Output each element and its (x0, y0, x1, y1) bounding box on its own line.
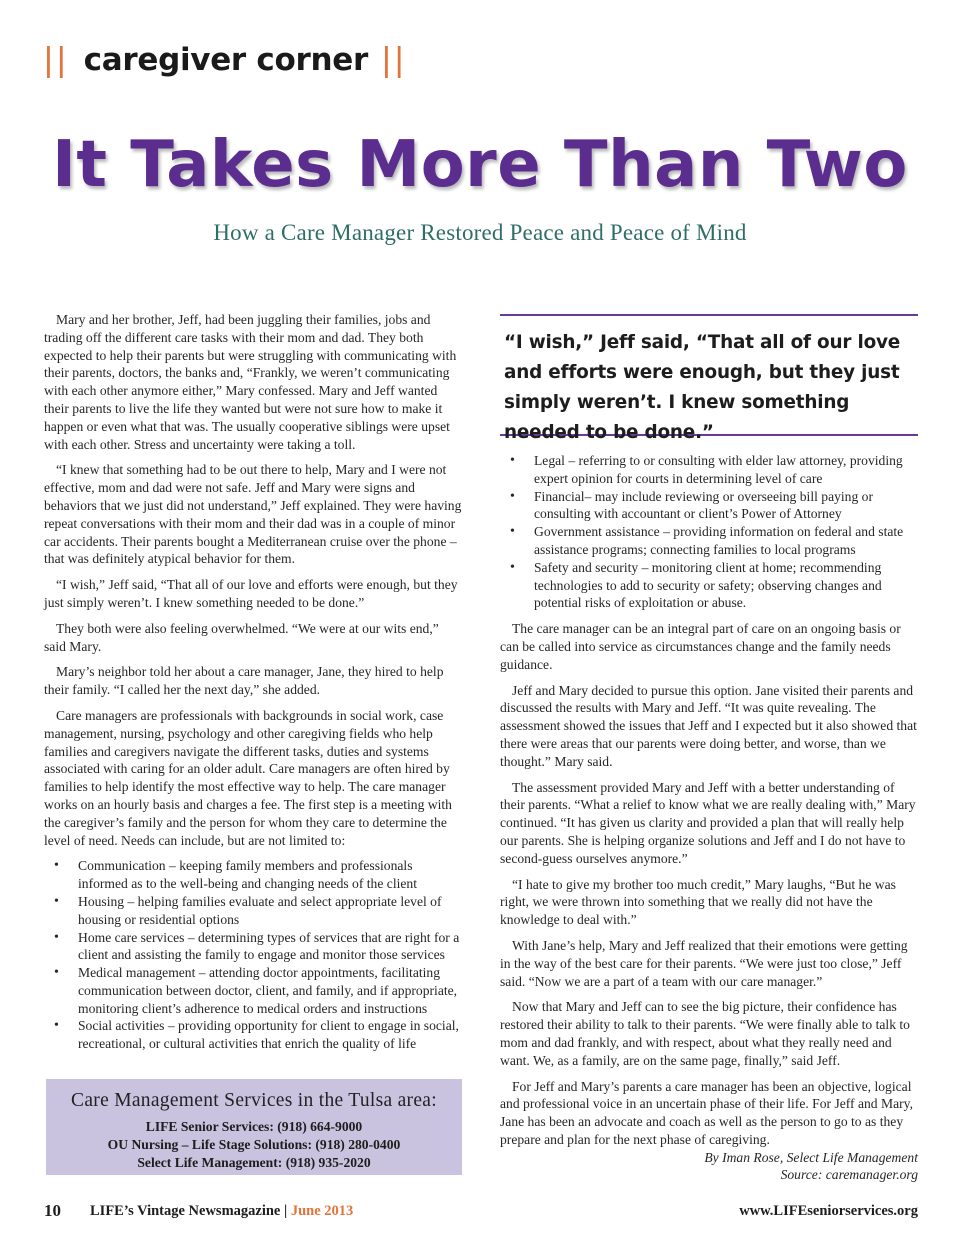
pull-quote-text: “I wish,” Jeff said, “That all of our love and efforts were enough, but they just simply weren’t. I knew something needed to be done.” (504, 332, 901, 443)
paragraph: “I knew that something had to be out there to help, Mary and I were not effective, mom and dad were not safe. Jeff and Mary were signs and behaviors that we just did not understand,” Jeff explained. They were having repeat conversations with their mom and their dad was in a couple of minor car accidents. Their parents bought a Mediterranean cruise over the phone – that was definitely atypical behavior for them. (44, 462, 462, 567)
list-item: • Housing – helping families evaluate and select appropriate level of housing or residential options (78, 893, 462, 929)
services-list (46, 1118, 462, 1172)
paragraph: Care managers are professionals with backgrounds in social work, case management, nursing, psychology and other caregiving fields who help families and caregivers navigate the different tasks, duties and systems associated with caring for an older adult. Care managers are often hired by families to help identify the most effective way to help. The care manager works on an hourly basis and charges a fee. The first step is a meeting with the caregiver’s family and the person for whom they care to determine the level of need. Needs can include, but are not limited to: (44, 707, 452, 848)
right-column (500, 452, 918, 1184)
service-line: Select Life Management: (918) 935-2020 (137, 1155, 371, 1170)
page-number: 10 (44, 1201, 61, 1220)
footer-separator: | (284, 1203, 288, 1219)
magazine-title: LIFE’s Vintage Newsmagazine (90, 1203, 281, 1219)
paragraph: Mary’s neighbor told her about a care manager, Jane, they hired to help their family. “I called her the next day,” she added. (44, 664, 444, 698)
list-item: • Government assistance – providing information on federal and state assistance programs; connecting families to local programs (534, 523, 918, 559)
list-item: • Safety and security – monitoring client at home; recommending technologies to add to security or safety; observing changes and potential risks of exploitation or abuse. (534, 559, 918, 612)
issue-date: June 2013 (290, 1203, 354, 1219)
list-item: • Medical management – attending doctor appointments, facilitating communication between doctor, client, and family, and if appropriate, monitoring client’s adherence to medical orders and instructions (78, 964, 462, 1017)
header-bar-right: || (381, 40, 408, 79)
paragraph: “I hate to give my brother too much credit,” Mary laughs, “But he was right, we were thrown into something that we really did not have the knowledge to deal with.” (500, 876, 896, 928)
services-box (46, 1079, 462, 1175)
header-bar-left: || (44, 40, 70, 79)
list-item: • Financial– may include reviewing or overseeing bill paying or consulting with accountant or client’s Power of Attorney (534, 488, 918, 524)
paragraph: Mary and her brother, Jeff, had been juggling their families, jobs and trading off the different care tasks with their mom and dad. They both expected to help their parents but were struggling with communicating with their parents, doctors, the banks and, “Frankly, we weren’t communicating with each other anymore either,” Mary confessed. Mary and Jeff wanted their parents to live the life they wanted but were not sure how to make it happen or even what that was. The usually cooperative siblings were upset with each other. Stress and uncertainty were taking a toll. (44, 312, 457, 452)
paragraph: The assessment provided Mary and Jeff with a better understanding of their parents. “What a relief to know what we are really dealing with,” Mary continued. “It has given us clarity and provided a plan that will really help our parents. She is helping organize solutions and Jeff and I do not have to second-guess ourselves anymore.” (500, 779, 916, 866)
list-item: • Legal – referring to or consulting with elder law attorney, providing expert opinion for courts in determining level of care (534, 452, 918, 488)
paragraph: “I wish,” Jeff said, “That all of our love and efforts were enough, but they just simply weren’t. I knew something needed to be done.” (44, 577, 458, 610)
article-title: It Takes More Than Two (52, 128, 908, 202)
website-url: www.LIFEseniorservices.org (739, 1203, 918, 1219)
section-title: caregiver corner (83, 42, 368, 78)
left-column (44, 311, 462, 1061)
article-subtitle: How a Care Manager Restored Peace and Peace of Mind (213, 220, 747, 245)
section-header (44, 38, 408, 82)
pull-quote (500, 314, 918, 443)
source-credit: Source: caremanager.org (780, 1167, 918, 1183)
byline: By Iman Rose, Select Life Management (704, 1149, 918, 1165)
list-item: • Communication – keeping family members and professionals informed as to the well-being and changing needs of the client (78, 857, 462, 893)
service-line: LIFE Senior Services: (918) 664-9000 (145, 1119, 363, 1134)
paragraph: Jeff and Mary decided to pursue this option. Jane visited their parents and discussed the results with Mary and Jeff. “It was quite revealing. The assessment showed the issues that Jeff and I expected but it also showed that there were areas that our parents were doing better, and worse, than we thought.” Mary said. (500, 682, 917, 769)
list-item: • Social activities – providing opportunity for client to engage in social, recreational, or cultural activities that enrich the quality of life (78, 1017, 462, 1053)
services-heading: Care Management Services in the Tulsa area: (71, 1090, 437, 1111)
paragraph: For Jeff and Mary’s parents a care manager has been an objective, logical and professional voice in an uncertain phase of their life. For Jeff and Mary, Jane has been an advocate and coach as well as the person to go to as they prepare and plan for the next phase of caregiving. (500, 1078, 913, 1147)
paragraph: With Jane’s help, Mary and Jeff realized that their emotions were getting in the way of the best care for their parents. “We were just too close,” Jeff said. “Now we are a part of a team with our care manager.” (500, 937, 908, 989)
service-line: OU Nursing – Life Stage Solutions: (918) 280-0400 (107, 1137, 401, 1152)
needs-list-continued (500, 452, 918, 612)
magazine-name (90, 1203, 353, 1220)
paragraph: They both were also feeling overwhelmed. “We were at our wits end,” said Mary. (44, 620, 439, 654)
list-item: • Home care services – determining types of services that are right for a client and assisting the family to engage and monitor those services (78, 929, 462, 965)
needs-list (44, 857, 462, 1053)
paragraph: Now that Mary and Jeff can to see the big picture, their confidence has restored their ability to talk to their parents. “We were finally able to talk to mom and dad frankly, and with respect, about what they really need and want. We, as a family, are on the same page, finally,” said Jeff. (500, 999, 910, 1068)
paragraph: The care manager can be an integral part of care on an ongoing basis or can be called into service as circumstances change and the family needs guidance. (500, 621, 901, 672)
